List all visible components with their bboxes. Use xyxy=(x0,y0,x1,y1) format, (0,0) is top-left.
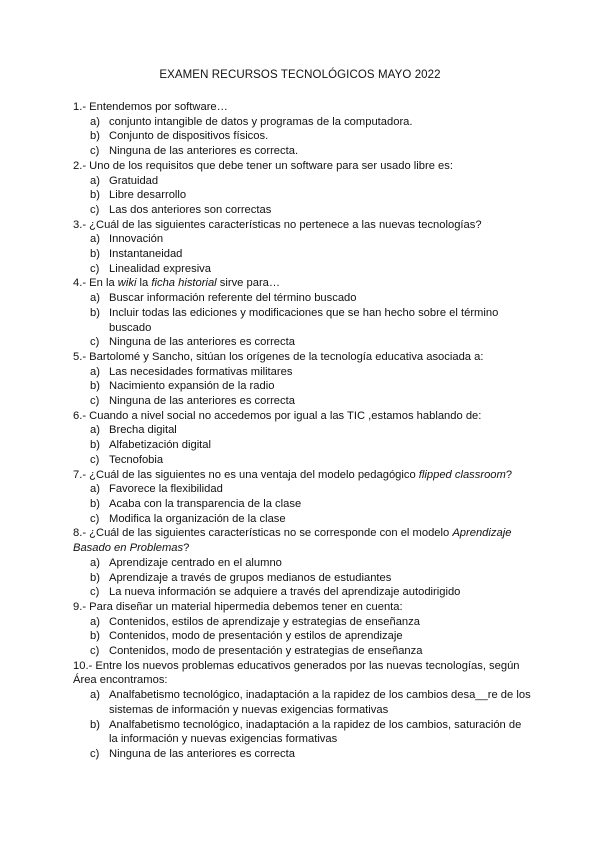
option-letter: b) xyxy=(90,571,100,584)
option-text: Favorece la flexibilidad xyxy=(109,483,223,496)
option-a xyxy=(73,482,533,497)
question-text-italic: wiki xyxy=(117,277,137,290)
option-letter: c) xyxy=(90,145,100,158)
question-1 xyxy=(73,100,533,159)
question-8 xyxy=(73,526,533,600)
option-letter: c) xyxy=(90,453,100,466)
option-text: Incluir todas las ediciones y modificaciones que se han hecho sobre el término buscado xyxy=(109,306,499,334)
option-b xyxy=(73,379,533,394)
question-list xyxy=(73,100,533,762)
option-letter: a) xyxy=(90,292,100,305)
option-letter: c) xyxy=(90,395,100,408)
question-text-part: 4.- En la xyxy=(73,277,118,290)
question-5 xyxy=(73,350,533,409)
option-c xyxy=(73,644,533,659)
option-letter: c) xyxy=(90,203,100,216)
option-list xyxy=(73,232,533,276)
option-a xyxy=(73,232,533,247)
option-letter: a) xyxy=(90,483,100,496)
option-letter: b) xyxy=(90,248,100,261)
option-letter: a) xyxy=(90,556,100,569)
option-list xyxy=(73,615,533,659)
option-text: Gratuidad xyxy=(109,174,159,187)
option-b xyxy=(73,629,533,644)
question-10 xyxy=(73,659,533,762)
option-list xyxy=(73,115,533,159)
option-text: Tecnofobia xyxy=(109,453,164,466)
option-text: Contenidos, modo de presentación y estrategias de enseñanza xyxy=(109,645,423,658)
option-letter: a) xyxy=(90,615,100,628)
option-a xyxy=(73,365,533,380)
option-c xyxy=(73,747,533,762)
question-text-part: ? xyxy=(505,468,513,481)
question-text: 6.- Cuando a nivel social no accedemos por igual a las TIC ,estamos hablando de: xyxy=(73,409,482,422)
question-text-italic: Aprendizaje Basado en Problemas xyxy=(73,527,512,555)
option-letter: c) xyxy=(90,336,100,349)
question-text-italic: flipped classroom xyxy=(418,468,506,481)
option-text: Acaba con la transparencia de la clase xyxy=(109,497,302,510)
question-text-part: ? xyxy=(183,542,190,555)
option-c xyxy=(73,203,533,218)
option-text: conjunto intangible de datos y programas de la computadora. xyxy=(109,115,413,128)
question-text xyxy=(73,276,533,291)
question-text-part: la xyxy=(136,277,152,290)
option-b xyxy=(73,718,533,747)
option-c xyxy=(73,144,533,159)
question-2 xyxy=(73,159,533,218)
question-text xyxy=(73,468,533,483)
option-letter: a) xyxy=(90,689,100,702)
page-title: EXAMEN RECURSOS TECNOLÓGICOS MAYO 2022 xyxy=(159,69,441,81)
question-text-part: 7.- ¿Cuál de las siguientes no es una ventaja del modelo pedagógico xyxy=(73,468,419,481)
option-list xyxy=(73,556,533,600)
option-text: Ninguna de las anteriores es correcta xyxy=(109,336,295,349)
option-text: Linealidad expresiva xyxy=(109,262,211,275)
question-text: 3.- ¿Cuál de las siguientes características no pertenece a las nuevas tecnologías? xyxy=(73,218,482,231)
option-c xyxy=(73,335,533,350)
option-letter: b) xyxy=(90,497,100,510)
question-7 xyxy=(73,468,533,527)
option-letter: c) xyxy=(90,645,100,658)
question-text: 1.- Entendemos por software… xyxy=(73,101,228,113)
option-text: Contenidos, estilos de aprendizaje y estrategias de enseñanza xyxy=(109,615,420,628)
option-letter: a) xyxy=(90,174,100,187)
question-text-part: 8.- ¿Cuál de las siguientes características no se corresponde con el modelo xyxy=(73,527,453,540)
option-a xyxy=(73,688,533,717)
option-c xyxy=(73,262,533,277)
option-a xyxy=(73,115,533,130)
option-letter: b) xyxy=(90,130,100,143)
option-letter: b) xyxy=(90,306,100,319)
option-a xyxy=(73,291,533,306)
question-9 xyxy=(73,600,533,659)
option-text: Nacimiento expansión de la radio xyxy=(109,380,275,393)
option-letter: b) xyxy=(90,380,100,393)
option-b xyxy=(73,129,533,144)
question-text: 2.- Uno de los requisitos que debe tener un software para ser usado libre es: xyxy=(73,159,453,172)
option-letter: c) xyxy=(90,512,100,525)
option-letter: b) xyxy=(90,189,100,202)
option-text: Analfabetismo tecnológico, inadaptación a la rapidez de los cambios, saturación de la información y nuevas exigencias formativas xyxy=(109,718,522,746)
option-b xyxy=(73,571,533,586)
option-letter: a) xyxy=(90,424,100,437)
option-text: Modifica la organización de la clase xyxy=(109,512,286,525)
option-b xyxy=(73,497,533,512)
option-a xyxy=(73,174,533,189)
option-text: Buscar información referente del término buscado xyxy=(109,292,357,305)
option-a xyxy=(73,423,533,438)
option-letter: c) xyxy=(90,262,100,275)
option-c xyxy=(73,394,533,409)
option-text: Alfabetización digital xyxy=(109,439,211,452)
option-c xyxy=(73,585,533,600)
option-text: Ninguna de las anteriores es correcta xyxy=(109,395,295,408)
option-letter: a) xyxy=(90,115,100,128)
option-list xyxy=(73,365,533,409)
question-text: 10.- Entre los nuevos problemas educativos generados por las nuevas tecnologías, según Área encontramos: xyxy=(73,659,520,687)
option-b xyxy=(73,188,533,203)
option-text: Ninguna de las anteriores es correcta xyxy=(109,747,295,760)
option-b xyxy=(73,306,533,335)
option-b xyxy=(73,438,533,453)
option-list xyxy=(73,291,533,350)
option-letter: b) xyxy=(90,718,100,731)
option-a xyxy=(73,556,533,571)
question-6 xyxy=(73,409,533,468)
option-text: Aprendizaje a través de grupos medianos de estudiantes xyxy=(109,571,392,584)
option-text: Contenidos, modo de presentación y estilos de aprendizaje xyxy=(109,630,403,643)
option-list xyxy=(73,482,533,526)
option-text: Las necesidades formativas militares xyxy=(109,365,293,378)
option-b xyxy=(73,247,533,262)
option-a xyxy=(73,615,533,630)
option-text: Aprendizaje centrado en el alumno xyxy=(109,556,282,569)
option-letter: a) xyxy=(90,233,100,246)
option-list xyxy=(73,174,533,218)
option-text: Analfabetismo tecnológico, inadaptación a la rapidez de los cambios desa__re de los sistemas de información y nuevas exigencias formativas xyxy=(109,689,531,716)
option-text: Libre desarrollo xyxy=(109,189,187,202)
option-letter: b) xyxy=(90,439,100,452)
option-text: La nueva información se adquiere a través del aprendizaje autodirigido xyxy=(109,586,461,599)
question-3 xyxy=(73,218,533,277)
option-c xyxy=(73,453,533,468)
option-list xyxy=(73,688,533,762)
question-text-part: sirve para… xyxy=(216,277,281,290)
option-text: Conjunto de dispositivos físicos. xyxy=(109,130,269,143)
question-text: 9.- Para diseñar un material hipermedia debemos tener en cuenta: xyxy=(73,600,403,613)
option-list xyxy=(73,423,533,467)
option-text: Innovación xyxy=(109,233,164,246)
question-text-italic: ficha historial xyxy=(151,277,217,290)
option-text: Instantaneidad xyxy=(109,248,183,261)
question-4 xyxy=(73,276,533,350)
option-letter: a) xyxy=(90,365,100,378)
option-text: Brecha digital xyxy=(109,424,177,437)
question-text: 5.- Bartolomé y Sancho, sitúan los orígenes de la tecnología educativa asociada a: xyxy=(73,350,484,363)
option-letter: c) xyxy=(90,586,100,599)
option-letter: b) xyxy=(90,630,100,643)
option-c xyxy=(73,512,533,527)
option-text: Las dos anteriores son correctas xyxy=(109,203,272,216)
option-letter: c) xyxy=(90,747,100,760)
question-text xyxy=(73,526,533,555)
option-text: Ninguna de las anteriores es correcta. xyxy=(109,145,299,158)
